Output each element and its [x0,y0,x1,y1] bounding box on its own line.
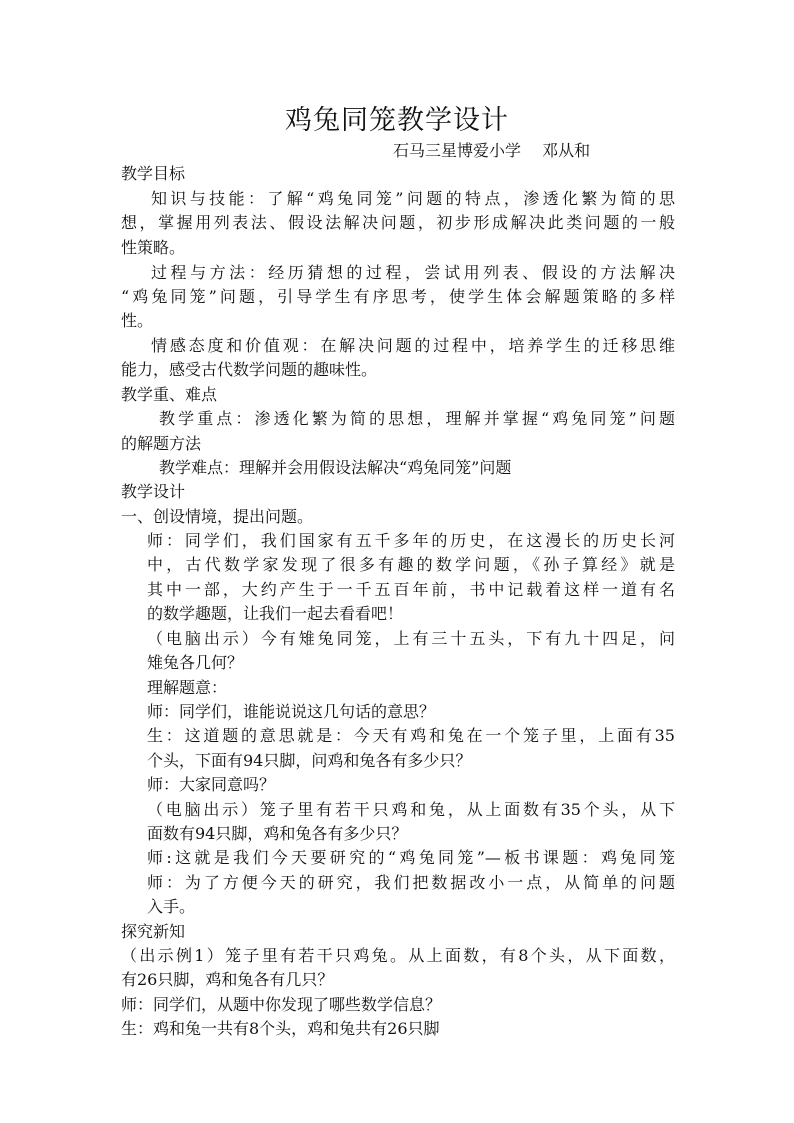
paragraph-line: 个头，下面有94只脚，问鸡和兔各有多少只？ [147,751,472,770]
paragraph-line: （电脑出示）笼子里有若干只鸡和兔，从上面数有35个头，从下 [147,800,675,819]
paragraph-line: 能力，感受古代数学问题的趣味性。 [121,360,378,379]
section-heading: 教学设计 [121,482,186,501]
paragraph-line: 雉兔各几何？ [147,653,244,672]
paragraph-line: 性。 [121,311,154,330]
paragraph-line: 理解题意： [147,678,228,697]
section-heading: 教学重、难点 [121,385,218,404]
paragraph-line: 的解题方法 [121,434,202,453]
paragraph-line: （电脑出示）今有雉兔同笼，上有三十五头，下有九十四足，问 [147,629,675,648]
paragraph-line: 师：同学们，谁能说说这几句话的意思？ [147,702,436,721]
section-heading: 探究新知 [121,922,186,941]
paragraph-line: 师：同学们，从题中你发现了哪些数学信息？ [121,995,442,1014]
paragraph-line: 教学难点：理解并会用假设法解决“鸡兔同笼”问题 [159,458,512,477]
subsection-heading: 一、创设情境，提出问题。 [121,507,314,526]
paragraph-line: 教学重点：渗透化繁为简的思想，理解并掌握“鸡兔同笼”问题 [159,409,675,428]
paragraph-line: “鸡兔同笼”问题，引导学生有序思考，使学生体会解题策略的多样 [121,287,675,306]
author-line: 石马三星博爱小学 邓从和 [393,141,591,160]
paragraph-line: 生：这道题的意思就是：今天有鸡和兔在一个笼子里，上面有35 [147,726,675,745]
paragraph-line: 中，古代数学家发现了很多有趣的数学问题，《孙子算经》就是 [147,555,675,574]
paragraph-line: 师:这就是我们今天要研究的“鸡兔同笼”—板书课题：鸡兔同笼 [147,848,675,867]
paragraph-line: 其中一部，大约产生于一千五百年前，书中记载着这样一道有名 [147,580,675,599]
paragraph-line: 的数学趣题，让我们一起去看看吧！ [147,604,404,623]
paragraph-line: 知识与技能：了解“鸡兔同笼”问题的特点，渗透化繁为简的思 [151,189,675,208]
paragraph-line: 入手。 [147,897,196,916]
paragraph-line: 过程与方法：经历猜想的过程，尝试用列表、假设的方法解决 [151,263,675,282]
paragraph-line: 想，掌握用列表法、假设法解决问题，初步形成解决此类问题的一般 [121,213,675,232]
paragraph-line: 情感态度和价值观：在解决问题的过程中，培养学生的迁移思维 [151,336,675,355]
paragraph-line: 性策略。 [121,238,186,257]
paragraph-line: 有26只脚，鸡和兔各有几只？ [121,970,334,989]
paragraph-line: 生：鸡和兔一共有8个头，鸡和兔共有26只脚 [121,1019,440,1038]
paragraph-line: 师：同学们，我们国家有五千多年的历史，在这漫长的历史长河 [147,531,675,550]
paragraph-line: 师：大家同意吗？ [147,775,276,794]
paragraph-line: 面数有94只脚，鸡和兔各有多少只？ [147,824,408,843]
paragraph-line: 师：为了方便今天的研究，我们把数据改小一点，从简单的问题 [147,873,675,892]
section-heading: 教学目标 [121,164,186,183]
paragraph-line: （出示例1）笼子里有若干只鸡兔。从上面数，有8个头，从下面数， [121,946,675,965]
document-title: 鸡兔同笼教学设计 [285,105,509,136]
